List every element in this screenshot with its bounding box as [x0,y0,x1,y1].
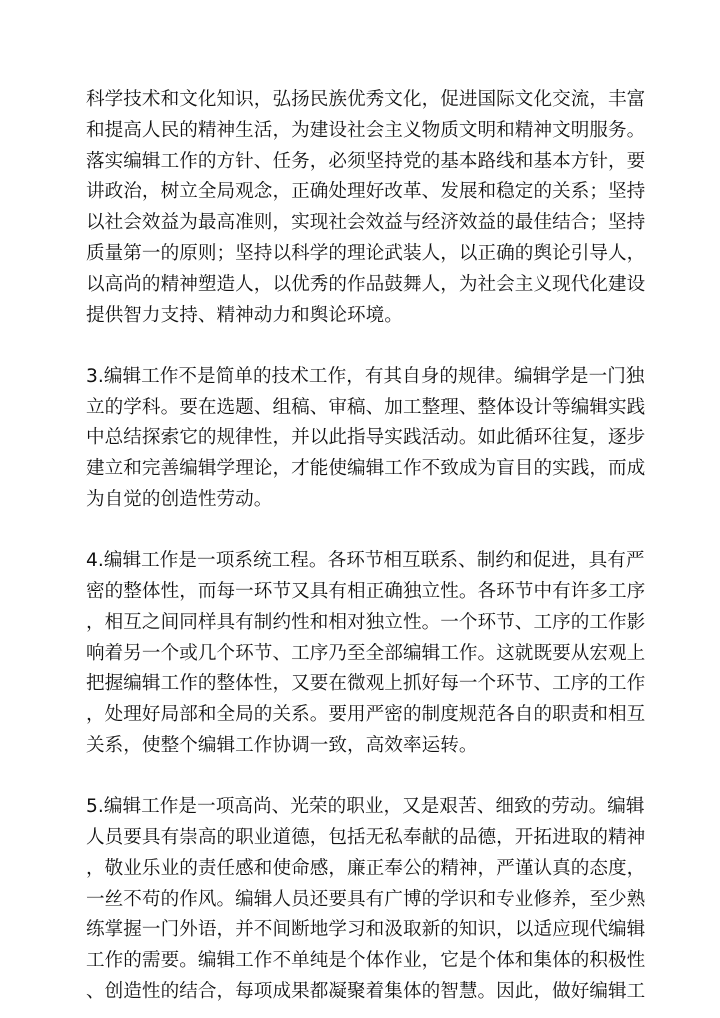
text-line: 和提高人民的精神生活，为建设社会主义物质文明和精神文明服务。 [86,119,646,141]
text-line: 以社会效益为最高准则，实现社会效益与经济效益的最佳结合；坚持 [86,212,646,234]
text-line: 立的学科。要在选题、组稿、审稿、加工整理、整体设计等编辑实践 [86,396,646,418]
paragraph-spacer [86,762,638,792]
paragraph-3 [86,546,646,762]
text-line: 提供智力支持、精神动力和舆论环境。 [86,304,403,326]
text-line: 工作的需要。编辑工作不单纯是个体作业，它是个体和集体的积极性 [86,950,646,972]
text-line: 密的整体性，而每一环节又具有相正确独立性。各环节中有许多工序 [86,580,646,602]
text-line: ，敬业乐业的责任感和使命感，廉正奉公的精神，严谨认真的态度， [86,857,646,879]
paragraph-2 [86,362,646,516]
text-line: 一丝不苟的作风。编辑人员还要具有广博的学识和专业修养，至少熟 [86,888,646,910]
text-line: 把握编辑工作的整体性，又要在微观上抓好每一个环节、工序的工作 [86,673,646,695]
text-line: 以高尚的精神塑造人，以优秀的作品鼓舞人，为社会主义现代化建设 [86,273,646,295]
text-line: 中总结探索它的规律性，并以此指导实践活动。如此循环往复，逐步 [86,427,646,449]
text-line: 响着另一个或几个环节、工序乃至全部编辑工作。这就既要从宏观上 [86,642,646,664]
text-line: 质量第一的原则；坚持以科学的理论武装人，以正确的舆论引导人， [86,242,646,264]
text-line: 、创造性的结合，每项成果都凝聚着集体的智慧。因此，做好编辑工 [86,980,646,1002]
text-line: ，处理好局部和全局的关系。要用严密的制度规范各自的职责和相互 [86,704,646,726]
text-line: 落实编辑工作的方针、任务，必须坚持党的基本路线和基本方针，要 [86,150,646,172]
text-line: 3.编辑工作不是简单的技术工作，有其自身的规律。编辑学是一门独 [86,365,645,387]
text-line: 人员要具有崇高的职业道德，包括无私奉献的品德，开拓进取的精神 [86,826,646,848]
text-line: 为自觉的创造性劳动。 [86,488,273,510]
text-line: 讲政治，树立全局观念，正确处理好改革、发展和稳定的关系；坚持 [86,181,646,203]
text-line: 科学技术和文化知识，弘扬民族优秀文化，促进国际文化交流，丰富 [86,89,646,110]
paragraph-spacer [86,331,638,361]
text-line: 5.编辑工作是一项高尚、光荣的职业，又是艰苦、细致的劳动。编辑 [86,796,645,818]
text-line: ，相互之间同样具有制约性和相对独立性。一个环节、工序的工作影 [86,611,646,633]
document-page [86,85,646,1008]
text-line: 关系，使整个编辑工作协调一致，高效率运转。 [86,734,478,756]
paragraph-1 [86,85,646,331]
text-line: 4.编辑工作是一项系统工程。各环节相互联系、制约和促进，具有严 [86,550,645,572]
paragraph-spacer [86,516,638,546]
text-line: 建立和完善编辑学理论，才能使编辑工作不致成为盲目的实践，而成 [86,458,646,480]
paragraph-4 [86,792,646,1008]
text-line: 练掌握一门外语，并不间断地学习和汲取新的知识，以适应现代编辑 [86,919,646,941]
